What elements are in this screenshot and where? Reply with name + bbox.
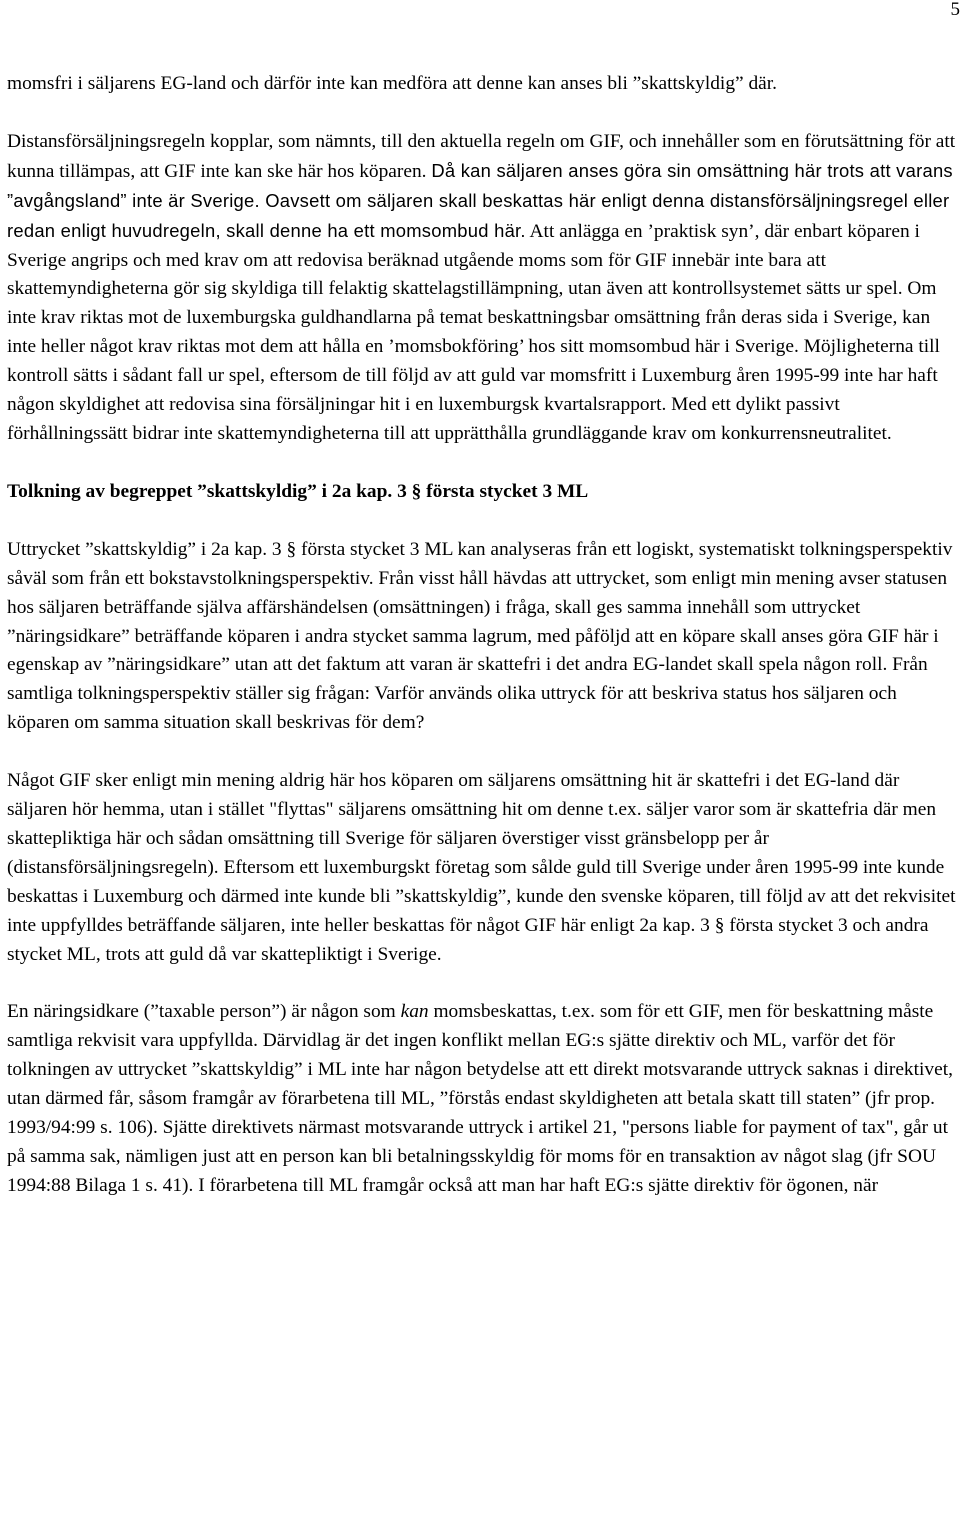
paragraph-3: Uttrycket ”skattskyldig” i 2a kap. 3 § första stycket 3 ML kan analyseras från ett logiskt, systematiskt tolkningsperspektiv såväl som från ett bokstavstolkningsperspektiv. Från visst håll hävdas att uttrycket, som enligt min mening avser statusen hos säljaren beträffande själva affärshändelsen (omsättningen) i fråga, skall ges samma innehåll som uttrycket ”näringsidkare” beträffande köparen i andra stycket samma lagrum, med påföljd att en köpare skall anses göra GIF här i egenskap av ”näringsidkare” utan att det faktum att varan är skattefri i det andra EG-landet skall spela någon roll. Från samtliga tolkningsperspektiv ställer sig frågan: Varför används olika uttryck för att beskriva status hos säljaren och köparen om samma situation skall beskrivas för dem? [7, 538, 953, 734]
paragraph-5-emphasis: kan [400, 1001, 429, 1023]
paragraph-5 [7, 998, 957, 1200]
paragraph-5-part-1: En näringsidkare (”taxable person”) är någon som [7, 1001, 401, 1023]
paragraph-gap [7, 99, 957, 128]
paragraph-gap [7, 969, 957, 998]
paragraph-1: momsfri i säljarens EG-land och därför inte kan medföra att denne kan anses bli ”skattskyldig” där. [7, 73, 778, 94]
paragraph-gap [7, 738, 957, 767]
paragraph-2-part-1: Distansförsäljningsregeln kopplar, som nämnts, till den aktuella regeln om GIF, och innehåller som en förutsättning för att kunna tillämpas, att GIF inte kan ske här hos köparen. [7, 130, 956, 182]
paragraph-2-part-3: Att anlägga en ’praktisk syn’, där enbart köparen i Sverige angrips och med krav om att redovisa beräknad utgående moms som för GIF innebär inte bara att skattemyndigheterna gör sig skyldiga till felaktig skattelagstillämpning, utan även att kontrollsystemet sätts ur spel. Om inte krav riktas mot de luxemburgska guldhandlarna på temat beskattningsbar omsättning från deras sida i Sverige, kan inte heller något krav riktas mot dem att hålla en ’momsbokföring’ hos sitt momsombud här i Sverige. Möjligheterna till kontroll sätts i sådant fall ur spel, eftersom de till följd av att guld var momsfritt i Luxemburg åren 1995-99 inte har haft någon skyldighet att redovisa sina försäljningar hit i en luxemburgsk kvartalsrapport. Med ett dylikt passivt förhållningssätt bidrar inte skattemyndigheterna till att upprätthålla grundläggande krav om konkurrensneutralitet. [7, 220, 940, 444]
paragraph-2-part-2: Då kan säljaren anses göra sin omsättning här trots att varans ”avgångsland” inte är Sverige. Oavsett om säljaren skall beskattas här enligt denna distansförsäljningsregel eller redan enligt huvudregeln, skall denne ha ett momsombud här. [7, 159, 953, 241]
paragraph-5-part-2: momsbeskattas, t.ex. som för ett GIF, men för beskattning måste samtliga rekvisit vara uppfyllda. Därvidlag är det ingen konflikt mellan EG:s sjätte direktiv och ML, varför det för tolkningen av uttrycket ”skattskyldig” i ML inte har någon betydelse att ett direkt motsvarande uttryck saknas i direktivet, utan därmed får, såsom framgår av förarbetena till ML, ”förstås endast skyldigheten att betala skatt till staten” (jfr prop. 1993/94:99 s. 106). Sjätte direktivets närmast motsvarande uttryck i artikel 21, "persons liable for payment of tax", går ut på samma sak, nämligen just att en person kan bli betalningsskyldig för moms för en transaktion av något slag (jfr SOU 1994:88 Bilaga 1 s. 41). I förarbetena till ML framgår också att man har haft EG:s sjätte direktiv för ögonen, när [7, 1001, 953, 1196]
paragraph-gap [7, 507, 957, 536]
paragraph-4: Något GIF sker enligt min mening aldrig här hos köparen om säljarens omsättning hit är skattefri i det EG-land där säljaren hör hemma, utan i stället "flyttas" säljarens omsättning hit om denne t.ex. säljer varor som är skattefria där men skattepliktiga här och sådan omsättning till Sverige för säljaren överstiger visst gränsbelopp per år (distansförsäljningsregeln). Eftersom ett luxemburgskt företag som sålde guld till Sverige under åren 1995-99 inte kunde beskattas i Luxemburg och därmed inte kunde bli ”skattskyldig”, kunde den svenske köparen, till följd av att det rekvisitet inte uppfylldes beträffande säljaren, inte heller beskattas för något GIF här enligt 2a kap. 3 § första stycket 3 och andra stycket ML, trots att guld då var skattepliktigt i Sverige. [7, 770, 956, 965]
paragraph-gap [7, 449, 957, 478]
section-heading: Tolkning av begreppet ”skattskyldig” i 2a kap. 3 § första stycket 3 ML [7, 480, 589, 502]
paragraph-2 [7, 128, 957, 449]
page-number: 5 [950, 0, 960, 20]
document-body [7, 70, 957, 1201]
